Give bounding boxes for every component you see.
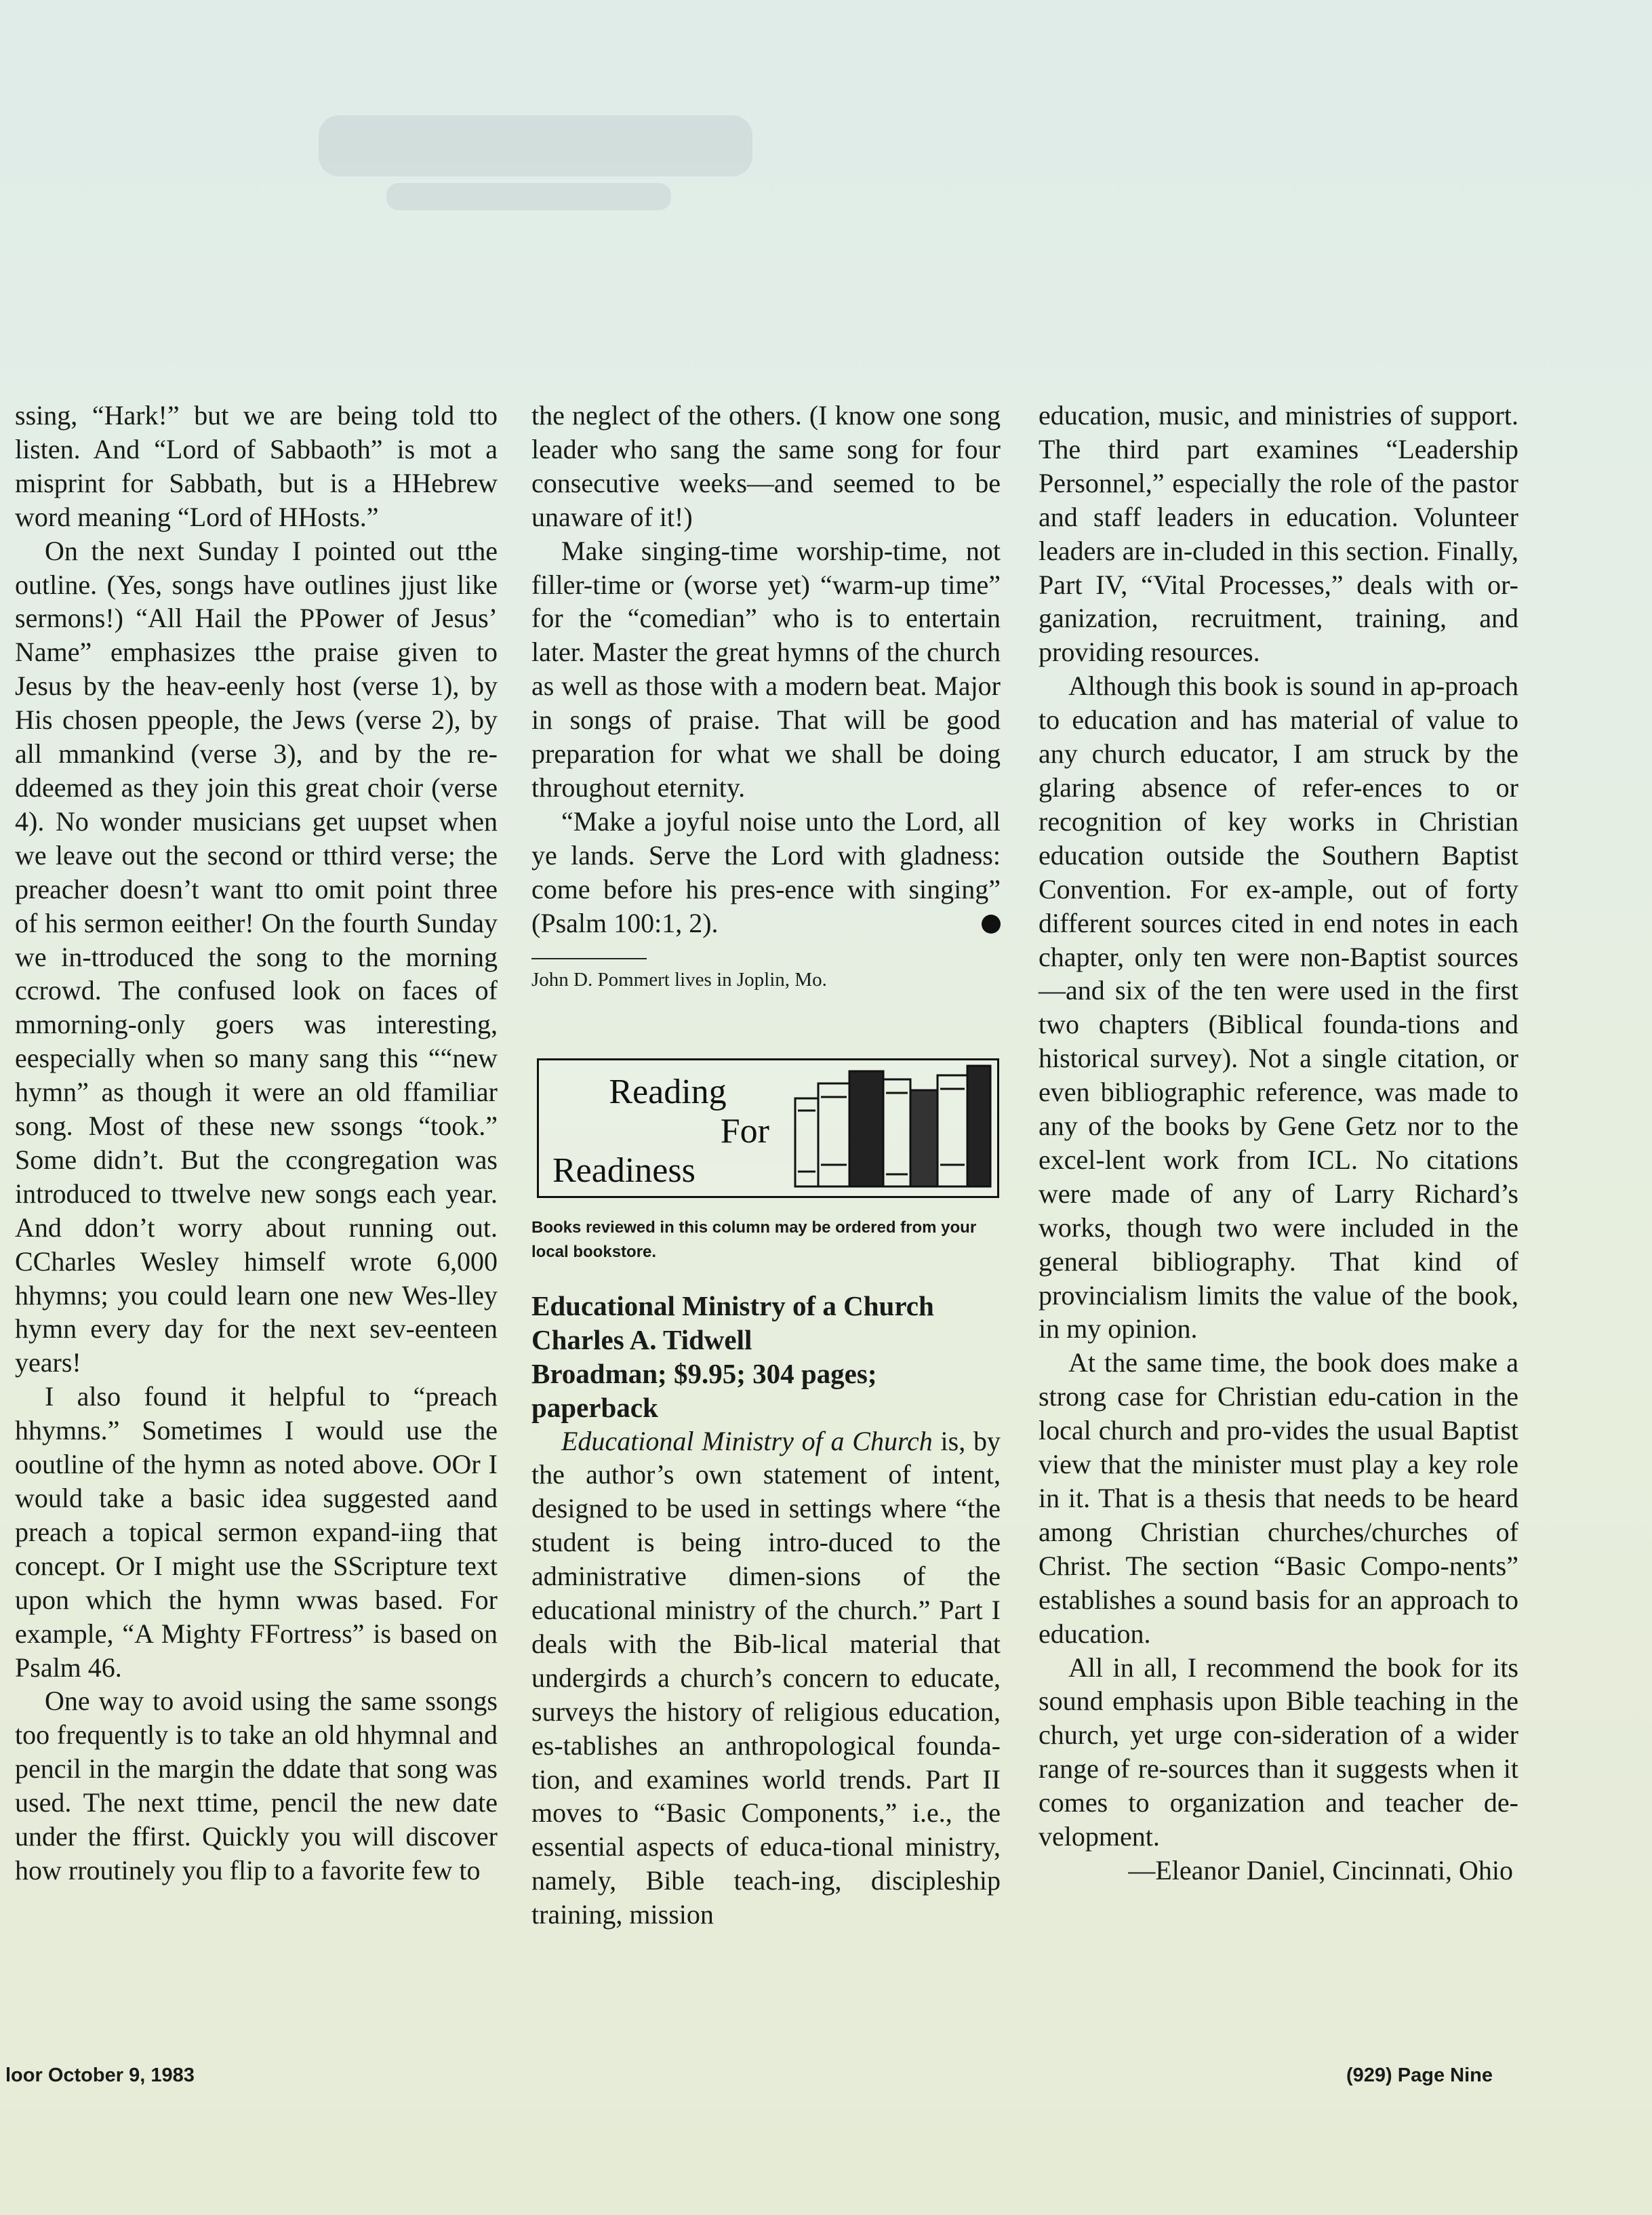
paragraph: Make singing-time worship-time, not filler-time or (worse yet) “warm-up time” for the “comedian” who is to entertain later. Master the great hymns of the church as well as those with a modern beat. Major in songs of praise. That will be good preparation for what we shall be doing throughout eternity. xyxy=(531,535,1001,803)
paragraph: At the same time, the book does make a strong case for Christian edu-cation in the local church and pro-vides the usual Baptist view that the minister must play a key role in it. That is a thesis that needs to be heard among Christian churches/churches of Christ. The section “Basic Compo-nents” establishes a sound basis for an approach to education. xyxy=(1039,1347,1518,1649)
book-author: Charles A. Tidwell xyxy=(531,1323,752,1355)
paragraph: On the next Sunday I pointed out tthe outline. (Yes, songs have outlines jjust like sermons!) “All Hail the PPower of Jesus’ Name” emphasizes tthe praise given to Jesus by the heav-eenly host (verse 1), by His chosen ppeople, the Jews (verse 2), by all mmankind (verse 3), and by the re-ddeemed as they join this great choir (verse 4). No wonder musicians get uupset when we leave out the second or tthird verse; the preacher doesn’t want tto omit point three of his sermon eeither! On the fourth Sunday we in-ttroduced the song to the morning ccrowd. The confused look on faces of mmorning-only goers was interesting, eespecially when so many sang this ““new hymn” as though it were an old ffamiliar song. Most of these new ssongs “took.” Some didn’t. But the ccongregation was introduced to ttwelve new songs each year. And ddon’t worry about running out. CCharles Wesley himself wrote 6,000 hhymns; you could learn one new Wes-lley hymn every day for the next sev-eenteen years! xyxy=(15,535,498,1378)
paragraph: ssing, “Hark!” but we are being told tto listen. And “Lord of Sabbaoth” is mot a misprint for Sabbath, but is a HHebrew word meaning “Lord of HHosts.” xyxy=(15,400,498,532)
column-middle xyxy=(531,399,1001,1932)
reviewer-signature: —Eleanor Daniel, Cincinnati, Ohio xyxy=(1128,1854,1513,1885)
paragraph: Although this book is sound in ap-proach to education and has material of value to any church educator, I am struck by the glaring absence of refer-ences to or recognition of key works in Christian education outside the Southern Baptist Convention. For ex-ample, out of forty different sources cited in end notes in each chapter, only ten were non-Baptist sources—and six of the ten were used in the first two chapters (Biblical founda-tions and historical survey). Not a single citation, or even bibliographic reference, was made to any of the books by Gene Getz nor to the excel-lent work from ICL. No citations were made of any of Larry Richard’s works, though two were included in the general bibliography. That kind of provincialism limits the value of the book, in my opinion. xyxy=(1039,671,1518,1344)
banner-line-3: Readiness xyxy=(552,1151,696,1190)
footer-page-number: (929) Page Nine xyxy=(1346,2064,1493,2086)
banner-line-2: For xyxy=(720,1111,769,1151)
book-publisher-price-pages: Broadman; $9.95; 304 pages; xyxy=(531,1357,877,1389)
paragraph: education, music, and ministries of support. The third part examines “Leadership Personnel,” especially the role of the pastor and staff leaders in education. Volunteer leaders are in-cluded in this section. Finally, Part IV, “Vital Processes,” deals with or-ganization, recruitment, training, and providing resources. xyxy=(1039,400,1518,668)
paragraph: I also found it helpful to “preach hhymns.” Sometimes I would use the ooutline of the hymn as noted above. OOr I would take a basic idea suggested aand preach a topical sermon expand-iing that concept. Or I might use the SScripture text upon which the hymn wwas based. For example, “A Mighty FFortress” is based on Psalm 46. xyxy=(15,1381,498,1683)
reading-for-readiness-banner xyxy=(537,1058,999,1198)
book-format: paperback xyxy=(531,1391,658,1423)
divider xyxy=(531,958,647,959)
paragraph: the neglect of the others. (I know one song leader who sang the same song for four consecutive weeks—and seemed to be unaware of it!) xyxy=(531,400,1001,532)
column-right xyxy=(1039,399,1518,1888)
book-title: Educational Ministry of a Church xyxy=(531,1290,934,1321)
books-on-shelf-icon xyxy=(791,1063,994,1191)
banner-title xyxy=(552,1073,783,1191)
review-book-title-italic: Educational Ministry of a Church xyxy=(561,1425,933,1456)
paragraph: One way to avoid using the same ssongs too frequently is to take an old hhymnal and pencil in the margin the ddate that song was used. The next ttime, pencil the new date under the ffirst. Quickly you will discover how rroutinely you flip to a favorite few to xyxy=(15,1685,498,1885)
footer-date: loor October 9, 1983 xyxy=(5,2064,195,2086)
paragraph-closing-quote xyxy=(531,805,1001,940)
quote-text: “Make a joyful noise unto the Lord, all ye lands. Serve the Lord with gladness: come before his pres-ence with singing” (Psalm 100:1, 2). xyxy=(531,805,1001,938)
paragraph: All in all, I recommend the book for its sound emphasis upon Bible teaching in the church, yet urge con-sideration of a wider range of re-sources than it suggests when it comes to organization and teacher de-velopment. xyxy=(1039,1652,1518,1852)
author-bio: John D. Pommert lives in Joplin, Mo. xyxy=(531,968,827,991)
column-left xyxy=(15,399,498,1888)
review-text: is, by the author’s own statement of intent, designed to be used in settings where “the student is being intro-duced to the administrative dimen-sions of the educational ministry of the church.” Part I deals with the Bib-lical material that undergirds a church’s concern to educate, surveys the history of religious education, es-tablishes an anthropological founda-tion, and examines world trends. Part II moves to “Basic Components,” i.e., the essential aspects of educa-tional ministry, namely, Bible teach-ing, discipleship training, mission xyxy=(531,1425,1001,1930)
banner-line-1: Reading xyxy=(609,1072,727,1111)
end-of-article-bullet-icon xyxy=(982,915,1001,934)
review-paragraph xyxy=(531,1424,1001,1932)
faded-header-ghost xyxy=(319,102,929,217)
ordering-note: Books reviewed in this column may be ordered from your local bookstore. xyxy=(531,1218,977,1261)
